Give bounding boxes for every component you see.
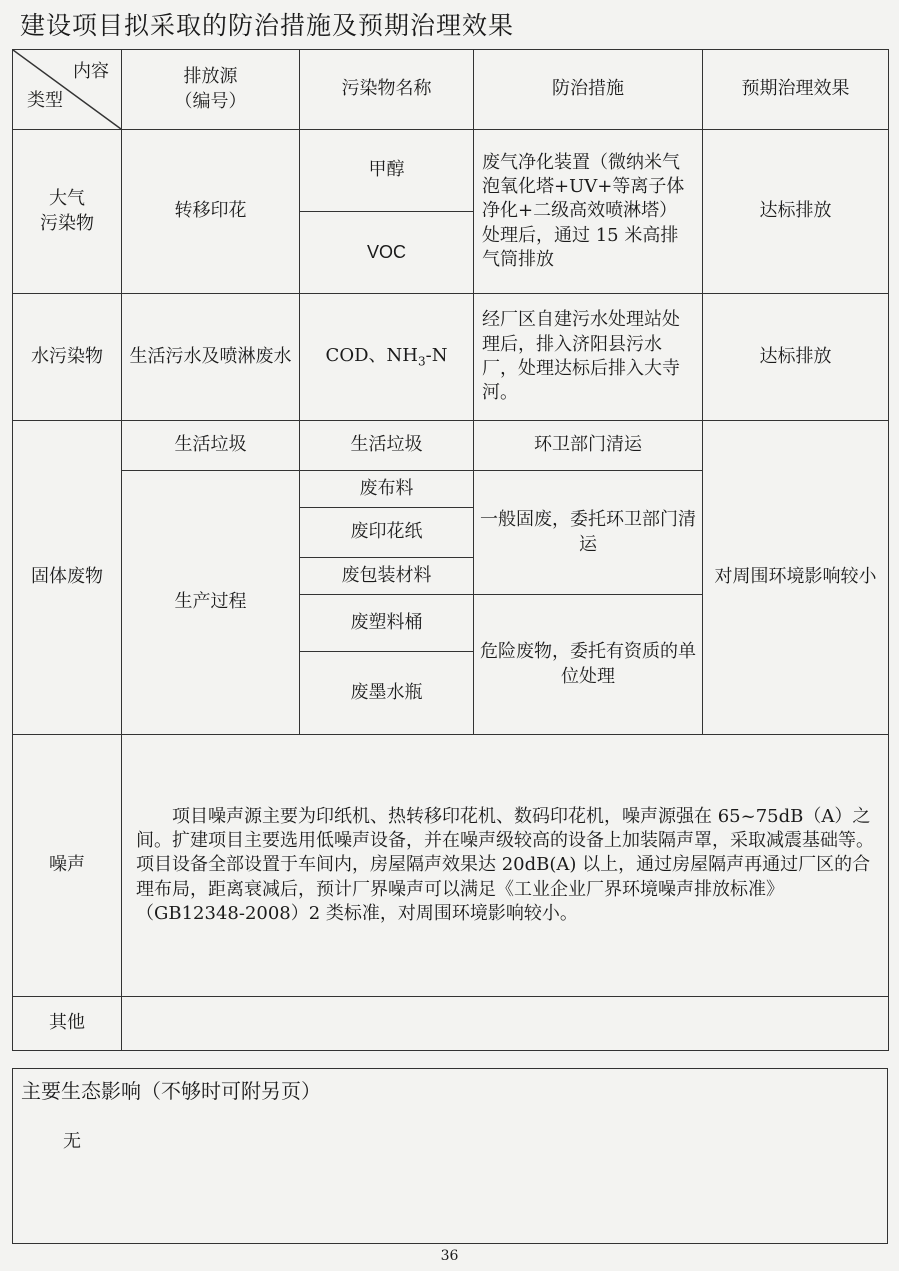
noise-type-cell: 噪声 [13,735,122,997]
solid-measure-hazard: 危险废物，委托有资质的单位处理 [474,595,703,735]
ecology-heading: 主要生态影响（不够时可附另页） [21,1079,321,1103]
diagonal-header-cell [13,50,122,130]
air-type-line2: 污染物 [40,212,94,234]
table-row [13,130,889,212]
header-pollutant: 污染物名称 [300,50,474,130]
page-number: 36 [440,1248,459,1264]
table-row [13,294,889,421]
ecology-content: 无 [63,1131,81,1152]
solid-type-cell: 固体废物 [13,421,122,735]
air-pollutant-2: VOC [300,212,474,294]
water-source-cell: 生活污水及喷淋废水 [122,294,300,421]
water-pollutant-suffix: -N [425,345,448,367]
ecology-section [12,1068,888,1244]
table-header-row [13,50,889,130]
header-effect: 预期治理效果 [703,50,889,130]
water-pollutant-subscript: 3 [417,354,426,369]
water-pollutant-cell [300,294,474,421]
solid-measure-domestic: 环卫部门清运 [474,421,703,471]
noise-description: 项目噪声源主要为印纸机、热转移印花机、数码印花机，噪声源强在 65~75dB（A）之间。扩建项目主要选用低噪声设备，并在噪声级较高的设备上加装隔声罩，采取减震基础等。项目设备全部设置于车间内，房屋隔声效果达 20dB(A) 以上，通过房屋隔声再通过厂区的合理布局，距离衰减后，预计厂界噪声可以满足《工业企业厂界环境噪声排放标准》（GB12348-2008）2 类标准，对周围环境影响较小。 [122,735,889,997]
header-measure: 防治措施 [474,50,703,130]
table-row [13,997,889,1051]
measures-table [12,49,889,1051]
air-source-cell: 转移印花 [122,130,300,294]
solid-pollutant-domestic: 生活垃圾 [300,421,474,471]
solid-pollutant-3: 废包装材料 [300,558,474,595]
other-type-cell: 其他 [13,997,122,1051]
table-row [13,421,889,471]
page-title: 建设项目拟采取的防治措施及预期治理效果 [20,11,515,40]
solid-pollutant-4: 废塑料桶 [300,595,474,652]
solid-effect-cell: 对周围环境影响较小 [703,421,889,735]
solid-pollutant-2: 废印花纸 [300,508,474,558]
solid-pollutant-1: 废布料 [300,471,474,508]
air-pollutant-1: 甲醇 [300,130,474,212]
other-content-cell [122,997,889,1051]
header-type-label: 类型 [27,89,63,111]
solid-measure-general: 一般固废，委托环卫部门清运 [474,471,703,595]
header-source [122,50,300,130]
solid-source-production: 生产过程 [122,471,300,735]
header-source-line1: 排放源 [183,66,238,88]
air-type-line1: 大气 [49,188,85,210]
water-effect-cell: 达标排放 [703,294,889,421]
air-measure-cell: 废气净化装置（微纳米气泡氧化塔+UV+等离子体净化+二级高效喷淋塔）处理后，通过 15 米高排气筒排放 [474,130,703,294]
water-type-cell: 水污染物 [13,294,122,421]
header-content-label: 内容 [73,61,109,82]
air-effect-cell: 达标排放 [703,130,889,294]
table-row [13,735,889,997]
air-type-cell [13,130,122,294]
solid-pollutant-5: 废墨水瓶 [300,652,474,735]
solid-source-domestic: 生活垃圾 [122,421,300,471]
water-pollutant-prefix: COD、NH [325,345,418,367]
header-source-line2: （编号） [174,90,247,112]
water-measure-cell: 经厂区自建污水处理站处理后，排入济阳县污水厂，处理达标后排入大寺河。 [474,294,703,421]
